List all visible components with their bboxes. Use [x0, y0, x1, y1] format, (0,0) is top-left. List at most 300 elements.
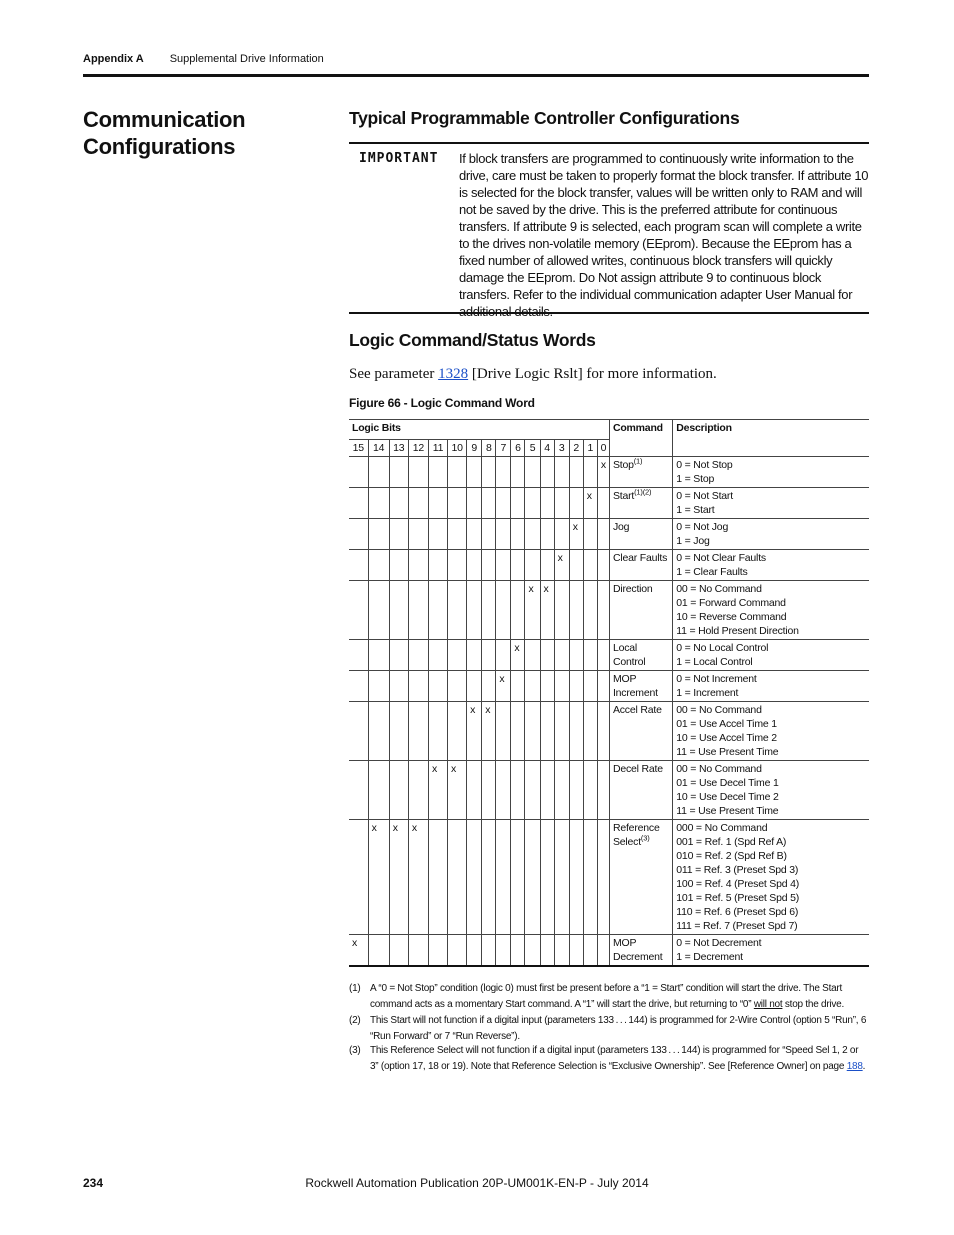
footnote-number: (2)	[349, 1015, 361, 1026]
bit-cell	[389, 488, 408, 519]
important-text: If block transfers are programmed to continuously write information to the drive, care must be taken to properly format the block transfer. If attribute 10 is selected for the block transfer, values will be written only to RAM and will not be saved by the drive. This is the preferred attribute for continuous transfers. If attribute 9 is selected, each program scan will complete a write to the drives non-volatile memory (EEprom). Because the EEprom has a fixed number of allowed writes, continuous block transfers will quickly damage the EEprom. Do Not assign attribute 9 to continuous block transfers. Refer to the individual communication adapter User Manual for	[459, 151, 869, 302]
description-line: 0 = Not Decrement	[676, 937, 762, 949]
appendix-label: Appendix A	[83, 53, 144, 65]
footnote-text	[370, 981, 868, 1013]
bit-cell	[349, 581, 368, 640]
bit-cell	[569, 761, 583, 820]
bit-cell	[540, 640, 554, 671]
description-line: 11 = Hold Present Direction	[676, 625, 799, 637]
command-cell	[609, 820, 672, 935]
description-line: 1 = Increment	[676, 687, 739, 699]
bit-cell	[583, 702, 597, 761]
description-cell	[673, 519, 869, 550]
bit-cell	[482, 488, 496, 519]
bit-cell	[569, 550, 583, 581]
bit-cell	[482, 671, 496, 702]
bit-cell	[368, 457, 389, 488]
bit-cell	[467, 457, 482, 488]
bit-cell	[368, 761, 389, 820]
bit-cell	[408, 761, 428, 820]
bit-cell	[428, 935, 447, 967]
bit-cell	[511, 519, 525, 550]
bit-cell	[482, 761, 496, 820]
bit-cell	[368, 581, 389, 640]
bit-number: 2	[569, 440, 583, 457]
bit-cell	[389, 702, 408, 761]
footnote-number: (1)	[349, 983, 361, 994]
bit-number: 13	[389, 440, 408, 457]
bit-cell	[511, 702, 525, 761]
bit-cell	[389, 581, 408, 640]
command-name: Direction	[612, 583, 653, 595]
bit-cell	[511, 935, 525, 967]
bit-cell	[368, 640, 389, 671]
description-line: 100 = Ref. 4 (Preset Spd 4)	[676, 878, 800, 890]
running-header	[83, 53, 324, 65]
bit-cell	[525, 820, 540, 935]
table-header-row	[349, 420, 869, 440]
bit-cell	[597, 488, 609, 519]
section-label: Supplemental Drive Information	[169, 53, 324, 65]
description-cell	[673, 935, 869, 967]
description-line: 10 = Reverse Command	[676, 611, 787, 623]
bit-cell	[496, 488, 511, 519]
bit-cell	[467, 671, 482, 702]
bit-cell	[389, 519, 408, 550]
bit-cell	[467, 820, 482, 935]
bit-cell	[525, 519, 540, 550]
bit-number: 8	[482, 440, 496, 457]
description-line: 0 = No Local Control	[676, 642, 769, 654]
bit-cell	[569, 671, 583, 702]
bit-cell	[448, 457, 467, 488]
bit-cell	[448, 820, 467, 935]
bit-cell	[554, 702, 569, 761]
bit-cell	[597, 519, 609, 550]
command-cell	[609, 519, 672, 550]
bit-cell	[569, 488, 583, 519]
bit-number: 15	[349, 440, 368, 457]
bit-cell	[525, 935, 540, 967]
description-line: 1 = Jog	[676, 535, 710, 547]
bit-cell	[583, 640, 597, 671]
footnote-body: This Reference Select will not function if a digital input (parameters 133 . . . 144) is programmed for “Speed Sel 1, 2 or 3” (option 17, 18 or 19). Note that Reference Selection is “Exclusive Ownership”. See [Reference Owner] on page	[370, 1045, 859, 1072]
bit-cell	[496, 820, 511, 935]
bit-cell	[496, 581, 511, 640]
bit-cell	[428, 488, 447, 519]
bit-cell	[525, 671, 540, 702]
bit-cell	[368, 488, 389, 519]
description-line: 1 = Start	[676, 504, 715, 516]
description-cell	[673, 671, 869, 702]
bit-cell	[408, 550, 428, 581]
side-title	[83, 106, 303, 160]
table-row	[349, 671, 869, 702]
bit-cell	[511, 820, 525, 935]
header-description: Description	[673, 420, 869, 457]
description-line: 110 = Ref. 6 (Preset Spd 6)	[676, 906, 799, 918]
bit-cell	[448, 935, 467, 967]
bit-cell	[583, 581, 597, 640]
bit-cell	[349, 457, 368, 488]
bit-cell	[349, 550, 368, 581]
command-cell	[609, 457, 672, 488]
header-logic-bits: Logic Bits	[349, 420, 609, 440]
bit-cell	[467, 761, 482, 820]
see-parameter-text	[349, 366, 717, 383]
bit-cell	[368, 550, 389, 581]
bit-cell	[428, 457, 447, 488]
command-cell	[609, 488, 672, 519]
bit-mark: x	[482, 702, 496, 761]
table-row	[349, 488, 869, 519]
footnote-emphasis: will not	[753, 999, 783, 1010]
bit-cell	[583, 935, 597, 967]
description-cell	[673, 581, 869, 640]
bit-cell	[467, 550, 482, 581]
bit-mark: x	[583, 488, 597, 519]
bit-mark: x	[349, 935, 368, 967]
description-line: 11 = Use Present Time	[676, 805, 779, 817]
table-row	[349, 702, 869, 761]
bit-cell	[428, 820, 447, 935]
section-title-controller: Typical Programmable Controller Configurations	[349, 108, 740, 128]
bit-cell	[482, 820, 496, 935]
bit-cell	[349, 640, 368, 671]
bit-cell	[583, 671, 597, 702]
logic-command-table	[349, 419, 869, 967]
bit-cell	[540, 935, 554, 967]
bit-number: 10	[448, 440, 467, 457]
bit-cell	[368, 935, 389, 967]
bit-number: 7	[496, 440, 511, 457]
bit-cell	[597, 581, 609, 640]
bit-cell	[583, 550, 597, 581]
side-title-line-2: Configurations	[83, 134, 236, 159]
description-line: 1 = Decrement	[676, 951, 743, 963]
description-line: 111 = Ref. 7 (Preset Spd 7)	[676, 920, 798, 932]
bit-cell	[448, 488, 467, 519]
bit-mark: x	[511, 640, 525, 671]
command-cell	[609, 702, 672, 761]
bit-cell	[540, 550, 554, 581]
bit-cell	[389, 935, 408, 967]
command-cell	[609, 671, 672, 702]
bit-cell	[597, 820, 609, 935]
bit-cell	[525, 761, 540, 820]
bit-cell	[554, 820, 569, 935]
bit-cell	[540, 519, 554, 550]
see-suffix: [Drive Logic Rslt] for more information.	[468, 366, 717, 382]
bit-cell	[482, 550, 496, 581]
bit-cell	[525, 702, 540, 761]
bit-cell	[482, 581, 496, 640]
bit-cell	[496, 519, 511, 550]
footnote-body-end: stop the drive.	[782, 999, 844, 1010]
bit-cell	[408, 581, 428, 640]
bit-cell	[511, 488, 525, 519]
bit-cell	[525, 488, 540, 519]
bit-cell	[408, 488, 428, 519]
description-line: 00 = No Command	[676, 704, 762, 716]
bit-cell	[511, 457, 525, 488]
bit-cell	[583, 820, 597, 935]
bit-cell	[428, 581, 447, 640]
header-command: Command	[609, 420, 672, 457]
bit-cell	[511, 761, 525, 820]
bit-mark: x	[448, 761, 467, 820]
bit-cell	[554, 935, 569, 967]
bit-mark: x	[389, 820, 408, 935]
description-line: 0 = Not Increment	[676, 673, 757, 685]
bit-cell	[525, 457, 540, 488]
bit-cell	[349, 488, 368, 519]
command-cell	[609, 935, 672, 967]
important-top-rule	[349, 142, 869, 144]
description-line: 00 = No Command	[676, 763, 762, 775]
bit-mark: x	[428, 761, 447, 820]
bit-cell	[496, 702, 511, 761]
description-line: 0 = Not Clear Faults	[676, 552, 766, 564]
bit-cell	[448, 519, 467, 550]
bit-cell	[448, 702, 467, 761]
bit-cell	[540, 702, 554, 761]
table-row	[349, 820, 869, 935]
description-cell	[673, 488, 869, 519]
bit-cell	[554, 581, 569, 640]
description-line: 01 = Forward Command	[676, 597, 786, 609]
bit-cell	[597, 935, 609, 967]
bit-number: 9	[467, 440, 482, 457]
bit-cell	[569, 457, 583, 488]
footnote-text	[370, 1043, 868, 1075]
command-name: MOP Increment	[612, 673, 658, 699]
bit-cell	[540, 761, 554, 820]
bit-cell	[554, 640, 569, 671]
bit-cell	[540, 820, 554, 935]
bit-cell	[389, 550, 408, 581]
bit-cell	[428, 702, 447, 761]
parameter-1328-link[interactable]: 1328	[438, 366, 469, 382]
bit-cell	[525, 550, 540, 581]
footnote-body: This Start will not function if a digital input (parameters 133 . . . 144) is programmed for 2-Wire Control (option 5 “Run”, 6 “Run Forward” or 7 “Run Reverse”).	[370, 1015, 867, 1042]
command-name: Start	[612, 490, 635, 502]
command-name: Reference Select	[612, 822, 660, 848]
bit-cell	[408, 935, 428, 967]
bit-cell	[511, 581, 525, 640]
bit-cell	[597, 702, 609, 761]
bit-number: 4	[540, 440, 554, 457]
bit-cell	[540, 457, 554, 488]
bit-cell	[467, 519, 482, 550]
bit-cell	[511, 550, 525, 581]
description-line: 0 = Not Stop	[676, 459, 733, 471]
bit-cell	[569, 581, 583, 640]
important-label: IMPORTANT	[359, 151, 439, 166]
bit-number: 6	[511, 440, 525, 457]
figure-caption: Figure 66 - Logic Command Word	[349, 396, 535, 410]
bit-cell	[349, 519, 368, 550]
bit-cell	[554, 671, 569, 702]
description-cell	[673, 761, 869, 820]
bit-cell	[467, 488, 482, 519]
table-row	[349, 761, 869, 820]
bit-cell	[428, 550, 447, 581]
side-title-line-1: Communication	[83, 107, 246, 132]
bit-cell	[540, 671, 554, 702]
bit-cell	[389, 457, 408, 488]
bit-number: 0	[597, 440, 609, 457]
description-line: 1 = Clear Faults	[676, 566, 748, 578]
bit-cell	[597, 671, 609, 702]
bit-mark: x	[569, 519, 583, 550]
table-row	[349, 550, 869, 581]
description-line: 00 = No Command	[676, 583, 762, 595]
bit-cell	[496, 935, 511, 967]
command-name: MOP Decrement	[612, 937, 663, 963]
bit-cell	[569, 820, 583, 935]
description-cell	[673, 820, 869, 935]
description-line: 0 = Not Jog	[676, 521, 729, 533]
footnote-number: (3)	[349, 1045, 361, 1056]
bit-cell	[448, 581, 467, 640]
header-rule	[83, 74, 869, 77]
bit-cell	[448, 550, 467, 581]
command-footnote-ref: (1)(2)	[634, 487, 652, 497]
bit-mark: x	[554, 550, 569, 581]
bit-mark: x	[408, 820, 428, 935]
bit-cell	[368, 702, 389, 761]
bit-cell	[467, 935, 482, 967]
description-line: 001 = Ref. 1 (Spd Ref A)	[676, 836, 787, 848]
bit-cell	[467, 640, 482, 671]
command-name: Accel Rate	[612, 704, 662, 716]
bit-cell	[525, 640, 540, 671]
bit-number: 5	[525, 440, 540, 457]
description-line: 10 = Use Decel Time 2	[676, 791, 779, 803]
bit-cell	[511, 671, 525, 702]
description-line: 000 = No Command	[676, 822, 768, 834]
bit-cell	[389, 761, 408, 820]
section-title-logic: Logic Command/Status Words	[349, 330, 596, 350]
bit-cell	[349, 761, 368, 820]
bit-mark: x	[496, 671, 511, 702]
bit-cell	[368, 519, 389, 550]
command-name: Decel Rate	[612, 763, 663, 775]
bit-cell	[389, 640, 408, 671]
page-number: 234	[83, 1176, 104, 1190]
description-line: 101 = Ref. 5 (Preset Spd 5)	[676, 892, 800, 904]
bit-cell	[368, 671, 389, 702]
bit-cell	[554, 488, 569, 519]
command-name: Stop	[612, 459, 634, 471]
bit-cell	[482, 519, 496, 550]
bit-cell	[554, 761, 569, 820]
bit-cell	[554, 519, 569, 550]
bit-cell	[349, 671, 368, 702]
table-row	[349, 935, 869, 967]
bit-cell	[448, 671, 467, 702]
bit-number: 14	[368, 440, 389, 457]
bit-number: 12	[408, 440, 428, 457]
bit-number: 1	[583, 440, 597, 457]
description-cell	[673, 457, 869, 488]
bit-mark: x	[597, 457, 609, 488]
bit-cell	[448, 640, 467, 671]
bit-cell	[583, 761, 597, 820]
bit-cell	[496, 761, 511, 820]
table-row	[349, 457, 869, 488]
bit-cell	[349, 702, 368, 761]
table-row	[349, 581, 869, 640]
command-cell	[609, 581, 672, 640]
bit-cell	[569, 640, 583, 671]
description-line: 11 = Use Present Time	[676, 746, 779, 758]
command-cell	[609, 550, 672, 581]
command-footnote-ref: (3)	[640, 833, 650, 843]
description-line: 1 = Local Control	[676, 656, 753, 668]
bit-cell	[597, 640, 609, 671]
bit-cell	[408, 702, 428, 761]
bit-cell	[482, 640, 496, 671]
bit-mark: x	[467, 702, 482, 761]
command-name: Clear Faults	[612, 552, 668, 564]
bit-mark: x	[368, 820, 389, 935]
bit-mark: x	[540, 581, 554, 640]
bit-cell	[482, 457, 496, 488]
bit-cell	[389, 671, 408, 702]
description-cell	[673, 640, 869, 671]
bit-cell	[496, 640, 511, 671]
bit-cell	[597, 761, 609, 820]
bit-cell	[408, 640, 428, 671]
publication-line: Rockwell Automation Publication 20P-UM001K-EN-P - July 2014	[305, 1176, 649, 1190]
see-prefix: See parameter	[349, 366, 439, 382]
bit-cell	[428, 671, 447, 702]
bit-cell	[583, 457, 597, 488]
description-line: 01 = Use Decel Time 1	[676, 777, 779, 789]
footnote-text	[370, 1013, 868, 1045]
description-line: 0 = Not Start	[676, 490, 733, 502]
bit-cell	[408, 457, 428, 488]
description-cell	[673, 702, 869, 761]
bit-cell	[428, 519, 447, 550]
description-line: 011 = Ref. 3 (Preset Spd 3)	[676, 864, 799, 876]
bit-cell	[540, 488, 554, 519]
command-name: Jog	[612, 521, 630, 533]
description-line: 010 = Ref. 2 (Spd Ref B)	[676, 850, 787, 862]
bit-cell	[467, 581, 482, 640]
description-line: 01 = Use Accel Time 1	[676, 718, 777, 730]
bit-cell	[597, 550, 609, 581]
footnote-body: A “0 = Not Stop” condition (logic 0) must first be present before a “1 = Start” condition will start the drive. The Start command acts as a momentary Start command. A “1” will start the drive, but returning to “0”	[370, 983, 843, 1010]
bit-number: 3	[554, 440, 569, 457]
bit-cell	[496, 457, 511, 488]
page-188-link[interactable]: 188	[846, 1061, 863, 1072]
important-bottom-rule	[349, 312, 869, 314]
bit-cell	[496, 550, 511, 581]
table-row	[349, 519, 869, 550]
bit-cell	[569, 935, 583, 967]
description-cell	[673, 550, 869, 581]
bit-mark: x	[525, 581, 540, 640]
bit-cell	[482, 935, 496, 967]
command-footnote-ref: (1)	[633, 456, 643, 466]
command-cell	[609, 761, 672, 820]
bit-cell	[554, 457, 569, 488]
table-row	[349, 640, 869, 671]
bit-cell	[583, 519, 597, 550]
